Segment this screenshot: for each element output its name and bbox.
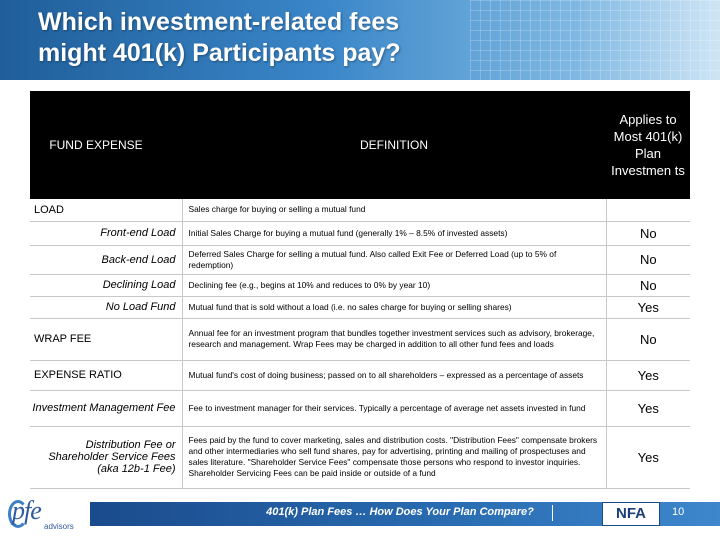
row-applies: No [606, 318, 690, 360]
table-row-load [30, 199, 690, 221]
row-definition: Mutual fund's cost of doing business; passed on to all shareholders – expressed as a percentage of assets [182, 360, 606, 390]
table-row-back-end [30, 245, 690, 274]
logo-wordmark: pfe [12, 496, 41, 525]
row-applies: Yes [606, 360, 690, 390]
row-label: WRAP FEE [30, 318, 182, 360]
row-label: EXPENSE RATIO [30, 360, 182, 390]
row-label: LOAD [30, 199, 182, 221]
row-applies: Yes [606, 390, 690, 426]
table-row-no-load [30, 296, 690, 318]
row-label: No Load Fund [30, 296, 182, 318]
row-applies: Yes [606, 296, 690, 318]
row-label: Distribution Fee or Shareholder Service Fees (aka 12b-1 Fee) [30, 426, 182, 488]
pfe-advisors-logo [6, 494, 90, 534]
slide-title-line-2: might 401(k) Participants pay? [38, 39, 401, 67]
header-fund-expense: FUND EXPENSE [30, 91, 182, 199]
row-label: Investment Management Fee [30, 390, 182, 426]
table-row-front-end [30, 221, 690, 245]
slide-title-line-1: Which investment-related fees [38, 8, 400, 36]
slide-title [38, 7, 558, 69]
row-definition: Initial Sales Charge for buying a mutual fund (generally 1% – 8.5% of invested assets) [182, 221, 606, 245]
nfa-logo: NFA [602, 502, 660, 526]
page-number: 10 [672, 506, 685, 518]
row-applies: No [606, 221, 690, 245]
row-applies: No [606, 274, 690, 296]
row-definition: Fee to investment manager for their services. Typically a percentage of average net assets invested in fund [182, 390, 606, 426]
row-applies: Yes [606, 426, 690, 488]
header-applies: Applies to Most 401(k) Plan Investmen ts [606, 91, 690, 199]
row-label: Back-end Load [30, 245, 182, 274]
footer-separator [552, 505, 553, 521]
row-definition: Fees paid by the fund to cover marketing, sales and distribution costs. "Distribution Fees" compensate brokers and other intermediaries who sell fund shares, pay for advertising, printing and mailing of prospectuses and sales literature. "Shareholder Service Fees" compensate those persons who respond to investor inquiries. Shareholder Servicing Fees can be paid inside or outside of a fund [182, 426, 606, 488]
slide-header [0, 0, 720, 80]
table-row-expense-ratio [30, 360, 690, 390]
footer-title: 401(k) Plan Fees … How Does Your Plan Compare? [266, 506, 534, 518]
table-row-declining [30, 274, 690, 296]
row-applies: No [606, 245, 690, 274]
fee-table [30, 91, 690, 489]
table-header-row [30, 91, 690, 199]
row-definition: Sales charge for buying or selling a mutual fund [182, 199, 606, 221]
row-definition: Mutual fund that is sold without a load (i.e. no sales charge for buying or selling shares) [182, 296, 606, 318]
table-row-wrap-fee [30, 318, 690, 360]
row-label: Declining Load [30, 274, 182, 296]
row-definition: Deferred Sales Charge for selling a mutual fund. Also called Exit Fee or Deferred Load (up to 5% of redemption) [182, 245, 606, 274]
logo-subtext: advisors [44, 522, 74, 531]
row-definition: Declining fee (e.g., begins at 10% and reduces to 0% by year 10) [182, 274, 606, 296]
table-row-investment-management [30, 390, 690, 426]
table-row-distribution [30, 426, 690, 488]
header-definition: DEFINITION [182, 91, 606, 199]
row-label: Front-end Load [30, 221, 182, 245]
row-applies [606, 199, 690, 221]
row-definition: Annual fee for an investment program that bundles together investment services such as advisory, brokerage, research and management. Wrap Fees may be charged in addition to all other fund fees and loads [182, 318, 606, 360]
